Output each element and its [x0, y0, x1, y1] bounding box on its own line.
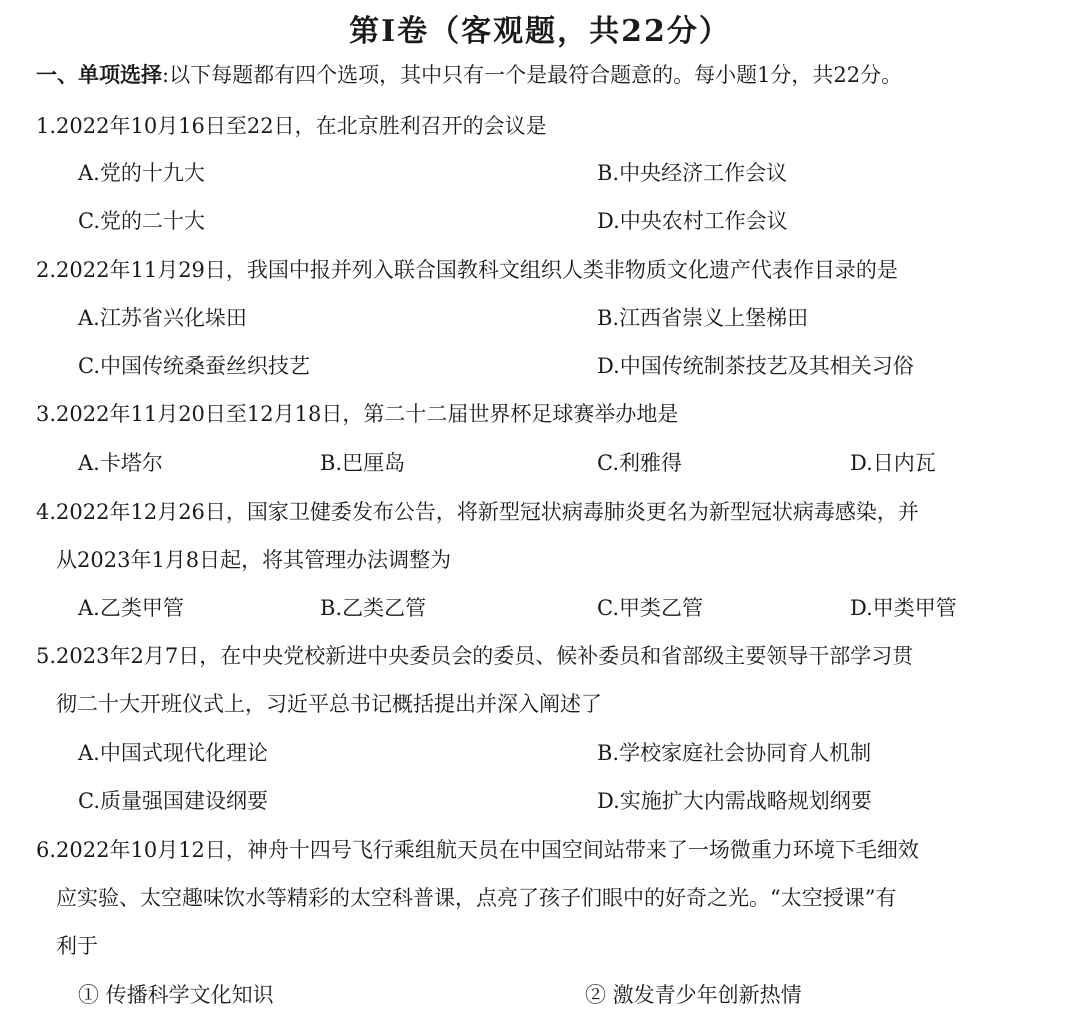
question-2-stem: 2.2022年11月29日，我国中报并列入联合国教科文组织人类非物质文化遗产代表作目录的是: [36, 258, 898, 282]
q5-option-b: B.学校家庭社会协同育人机制: [597, 741, 872, 765]
q3-option-d: D.日内瓦: [850, 451, 936, 475]
page-title: 第Ⅰ卷（客观题，共22分）: [349, 14, 731, 49]
q6-item-2: ② 激发青少年创新热情: [585, 983, 802, 1007]
q5-option-c: C.质量强国建设纲要: [78, 789, 268, 813]
question-3-stem: 3.2022年11月20日至12月18日，第二十二届世界杯足球赛举办地是: [36, 402, 679, 426]
q4-option-a: A.乙类甲管: [78, 596, 184, 620]
question-5-stem-line-1: 5.2023年2月7日，在中央党校新进中央委员会的委员、候补委员和省部级主要领导干部学习贯: [36, 644, 914, 668]
q2-option-b: B.江西省崇义上堡梯田: [597, 306, 809, 330]
section-instruction: :以下每题都有四个选项，其中只有一个是最符合题意的。每小题1分，共22分。: [162, 63, 903, 87]
question-4-stem-line-2: 从2023年1月8日起，将其管理办法调整为: [56, 548, 452, 572]
q5-option-d: D.实施扩大内需战略规划纲要: [597, 789, 872, 813]
q4-option-b: B.乙类乙管: [320, 596, 427, 620]
q4-option-d: D.甲类甲管: [850, 596, 957, 620]
q3-option-a: A.卡塔尔: [78, 451, 163, 475]
section-label: 一、单项选择: [36, 63, 162, 87]
question-4-stem-line-1: 4.2022年12月26日，国家卫健委发布公告，将新型冠状病毒肺炎更名为新型冠状病毒感染，并: [36, 500, 919, 524]
q2-option-a: A.江苏省兴化垛田: [78, 306, 247, 330]
question-6-stem-line-1: 6.2022年10月12日，神舟十四号飞行乘组航天员在中国空间站带来了一场微重力环境下毛细效: [36, 838, 919, 862]
q2-option-d: D.中国传统制茶技艺及其相关习俗: [597, 354, 914, 378]
q4-option-c: C.甲类乙管: [597, 596, 703, 620]
q1-option-b: B.中央经济工作会议: [597, 161, 788, 185]
q6-item-1: ① 传播科学文化知识: [78, 983, 274, 1007]
question-1-stem: 1.2022年10月16日至22日，在北京胜利召开的会议是: [36, 114, 547, 138]
question-6-stem-line-3: 利于: [56, 934, 98, 958]
q1-option-a: A.党的十九大: [78, 161, 205, 185]
question-6-stem-line-2: 应实验、太空趣味饮水等精彩的太空科普课，点亮了孩子们眼中的好奇之光。“太空授课”有: [56, 886, 897, 910]
q1-option-d: D.中央农村工作会议: [597, 209, 788, 233]
q2-option-c: C.中国传统桑蚕丝织技艺: [78, 354, 310, 378]
q3-option-c: C.利雅得: [597, 451, 682, 475]
section-heading: [36, 60, 902, 90]
q1-option-c: C.党的二十大: [78, 209, 205, 233]
q5-option-a: A.中国式现代化理论: [78, 741, 268, 765]
question-5-stem-line-2: 彻二十大开班仪式上，习近平总书记概括提出并深入阐述了: [56, 692, 602, 716]
q3-option-b: B.巴厘岛: [320, 451, 406, 475]
